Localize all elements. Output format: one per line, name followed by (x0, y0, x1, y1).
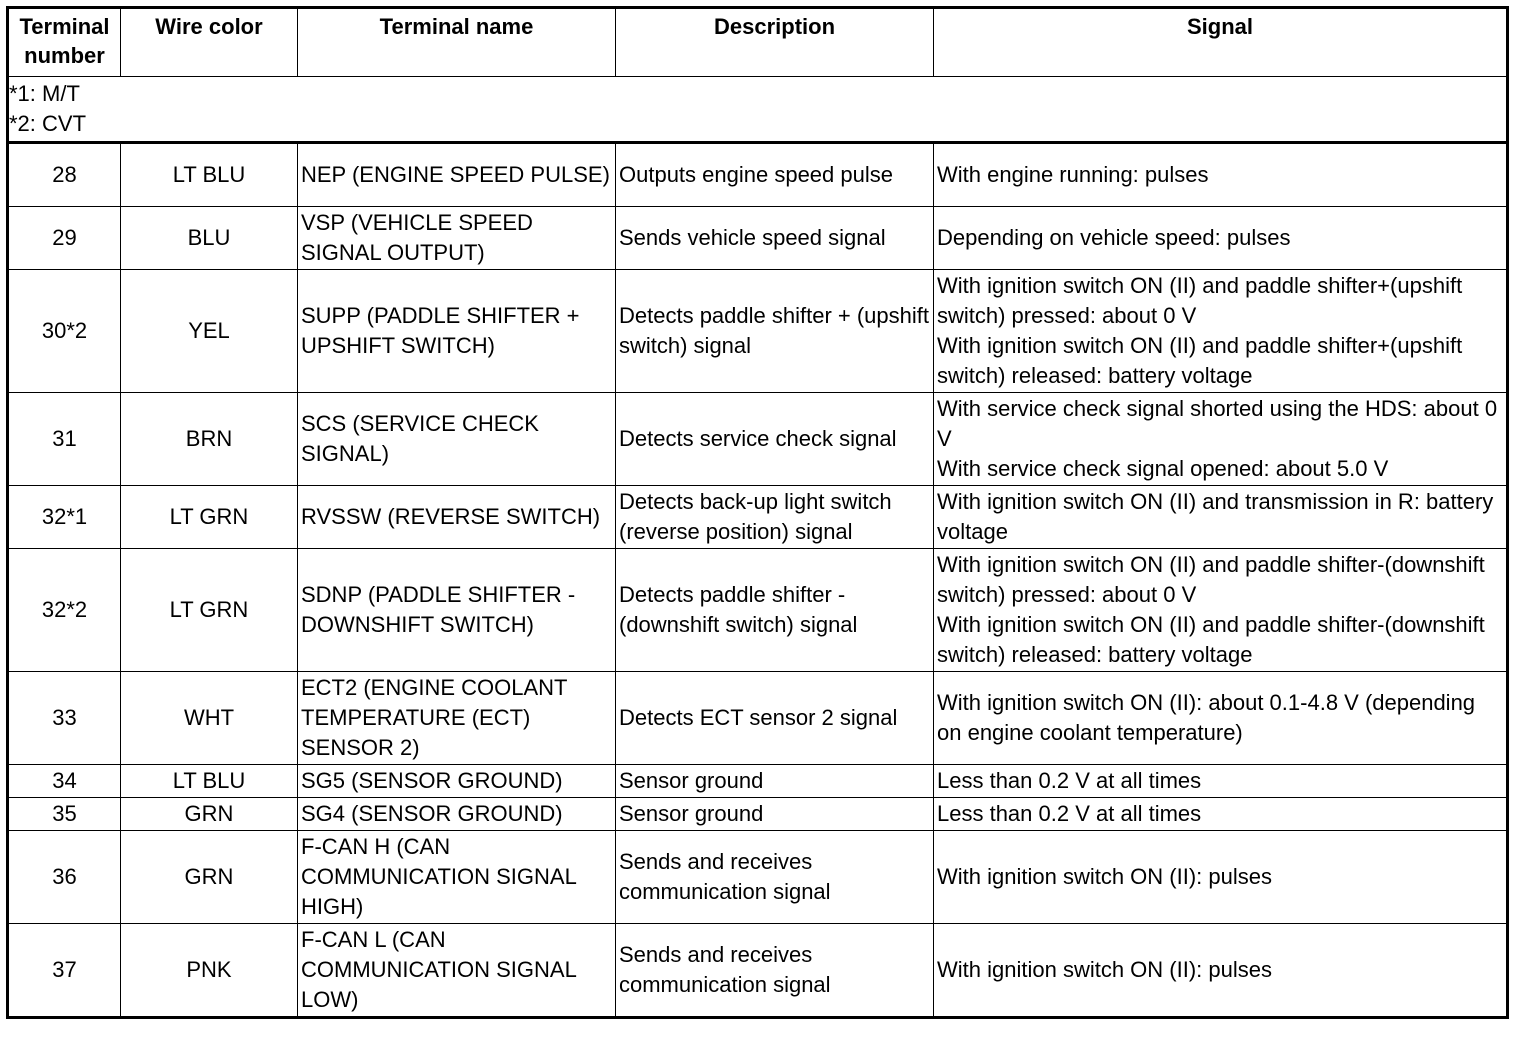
wire-color-cell: WHT (121, 672, 298, 765)
wire-color-cell: BRN (121, 393, 298, 486)
table-row (8, 831, 1508, 924)
table-row (8, 672, 1508, 765)
table-row (8, 765, 1508, 798)
description-cell: Sends and receives communication signal (616, 924, 934, 1018)
terminal-name-cell: SG4 (SENSOR GROUND) (298, 798, 616, 831)
terminal-number-cell: 32*2 (8, 549, 121, 672)
signal-line: With service check signal opened: about 5.0 V (937, 456, 1389, 481)
wire-color-cell: LT BLU (121, 765, 298, 798)
terminal-name-cell: F-CAN H (CAN COMMUNICATION SIGNAL HIGH) (298, 831, 616, 924)
signal-cell (934, 549, 1508, 672)
wire-color-cell: YEL (121, 270, 298, 393)
wire-color-cell: LT GRN (121, 486, 298, 549)
header-wire-color: Wire color (121, 8, 298, 77)
table-row (8, 549, 1508, 672)
terminal-number-cell: 37 (8, 924, 121, 1018)
description-cell: Detects ECT sensor 2 signal (616, 672, 934, 765)
signal-line: With ignition switch ON (II) and paddle shifter-(downshift switch) pressed: about 0 V (937, 552, 1485, 607)
signal-cell (934, 924, 1508, 1018)
signal-line: With ignition switch ON (II): about 0.1-4.8 V (depending on engine coolant temperature) (937, 690, 1476, 745)
description-cell: Outputs engine speed pulse (616, 143, 934, 207)
terminal-number-cell: 29 (8, 207, 121, 270)
table-row (8, 393, 1508, 486)
signal-line: With ignition switch ON (II): pulses (937, 864, 1272, 889)
signal-line: With ignition switch ON (II): pulses (937, 957, 1272, 982)
note-mt: *1: M/T (9, 81, 80, 106)
signal-line: Less than 0.2 V at all times (937, 768, 1202, 793)
table-row (8, 924, 1508, 1018)
description-cell: Sends vehicle speed signal (616, 207, 934, 270)
terminal-number-cell: 33 (8, 672, 121, 765)
terminal-name-cell: SG5 (SENSOR GROUND) (298, 765, 616, 798)
header-row (8, 8, 1508, 77)
signal-cell (934, 143, 1508, 207)
signal-line: Depending on vehicle speed: pulses (937, 225, 1291, 250)
header-signal: Signal (934, 8, 1508, 77)
table-row (8, 270, 1508, 393)
terminal-number-cell: 34 (8, 765, 121, 798)
signal-cell (934, 393, 1508, 486)
terminal-number-cell: 36 (8, 831, 121, 924)
signal-line: With ignition switch ON (II) and paddle shifter-(downshift switch) released: battery voltage (937, 612, 1485, 667)
table-row (8, 207, 1508, 270)
signal-line: Less than 0.2 V at all times (937, 801, 1202, 826)
signal-line: With ignition switch ON (II) and paddle shifter+(upshift switch) pressed: about 0 V (937, 273, 1463, 328)
signal-line: With service check signal shorted using the HDS: about 0 V (937, 396, 1498, 451)
terminal-number-cell: 28 (8, 143, 121, 207)
table-row (8, 798, 1508, 831)
table-row (8, 486, 1508, 549)
signal-cell (934, 486, 1508, 549)
signal-cell (934, 831, 1508, 924)
terminal-number-cell: 31 (8, 393, 121, 486)
terminal-name-cell: SCS (SERVICE CHECK SIGNAL) (298, 393, 616, 486)
terminal-name-cell: SUPP (PADDLE SHIFTER + UPSHIFT SWITCH) (298, 270, 616, 393)
signal-line: With ignition switch ON (II) and transmission in R: battery voltage (937, 489, 1494, 544)
wire-color-cell: GRN (121, 798, 298, 831)
signal-line: With engine running: pulses (937, 162, 1209, 187)
wire-color-cell: LT BLU (121, 143, 298, 207)
terminal-name-cell: F-CAN L (CAN COMMUNICATION SIGNAL LOW) (298, 924, 616, 1018)
wire-color-cell: GRN (121, 831, 298, 924)
description-cell: Detects paddle shifter + (upshift switch) signal (616, 270, 934, 393)
header-description: Description (616, 8, 934, 77)
wire-color-cell: PNK (121, 924, 298, 1018)
terminal-number-cell: 32*1 (8, 486, 121, 549)
wire-color-cell: BLU (121, 207, 298, 270)
terminal-name-cell: RVSSW (REVERSE SWITCH) (298, 486, 616, 549)
description-cell: Sends and receives communication signal (616, 831, 934, 924)
signal-cell (934, 798, 1508, 831)
terminal-table (6, 6, 1509, 1019)
description-cell: Detects service check signal (616, 393, 934, 486)
wire-color-cell: LT GRN (121, 549, 298, 672)
signal-cell (934, 270, 1508, 393)
notes-cell (8, 77, 1508, 143)
terminal-name-cell: ECT2 (ENGINE COOLANT TEMPERATURE (ECT) SENSOR 2) (298, 672, 616, 765)
signal-cell (934, 207, 1508, 270)
table-row (8, 143, 1508, 207)
signal-cell (934, 672, 1508, 765)
description-cell: Detects paddle shifter - (downshift switch) signal (616, 549, 934, 672)
terminal-number-cell: 35 (8, 798, 121, 831)
terminal-name-cell: VSP (VEHICLE SPEED SIGNAL OUTPUT) (298, 207, 616, 270)
description-cell: Sensor ground (616, 798, 934, 831)
description-cell: Detects back-up light switch (reverse position) signal (616, 486, 934, 549)
terminal-number-cell: 30*2 (8, 270, 121, 393)
signal-line: With ignition switch ON (II) and paddle shifter+(upshift switch) released: battery voltage (937, 333, 1463, 388)
notes-row (8, 77, 1508, 143)
signal-cell (934, 765, 1508, 798)
terminal-name-cell: SDNP (PADDLE SHIFTER - DOWNSHIFT SWITCH) (298, 549, 616, 672)
note-cvt: *2: CVT (9, 111, 87, 136)
header-terminal-name: Terminal name (298, 8, 616, 77)
description-cell: Sensor ground (616, 765, 934, 798)
terminal-name-cell: NEP (ENGINE SPEED PULSE) (298, 143, 616, 207)
header-terminal-number: Terminal number (8, 8, 121, 77)
